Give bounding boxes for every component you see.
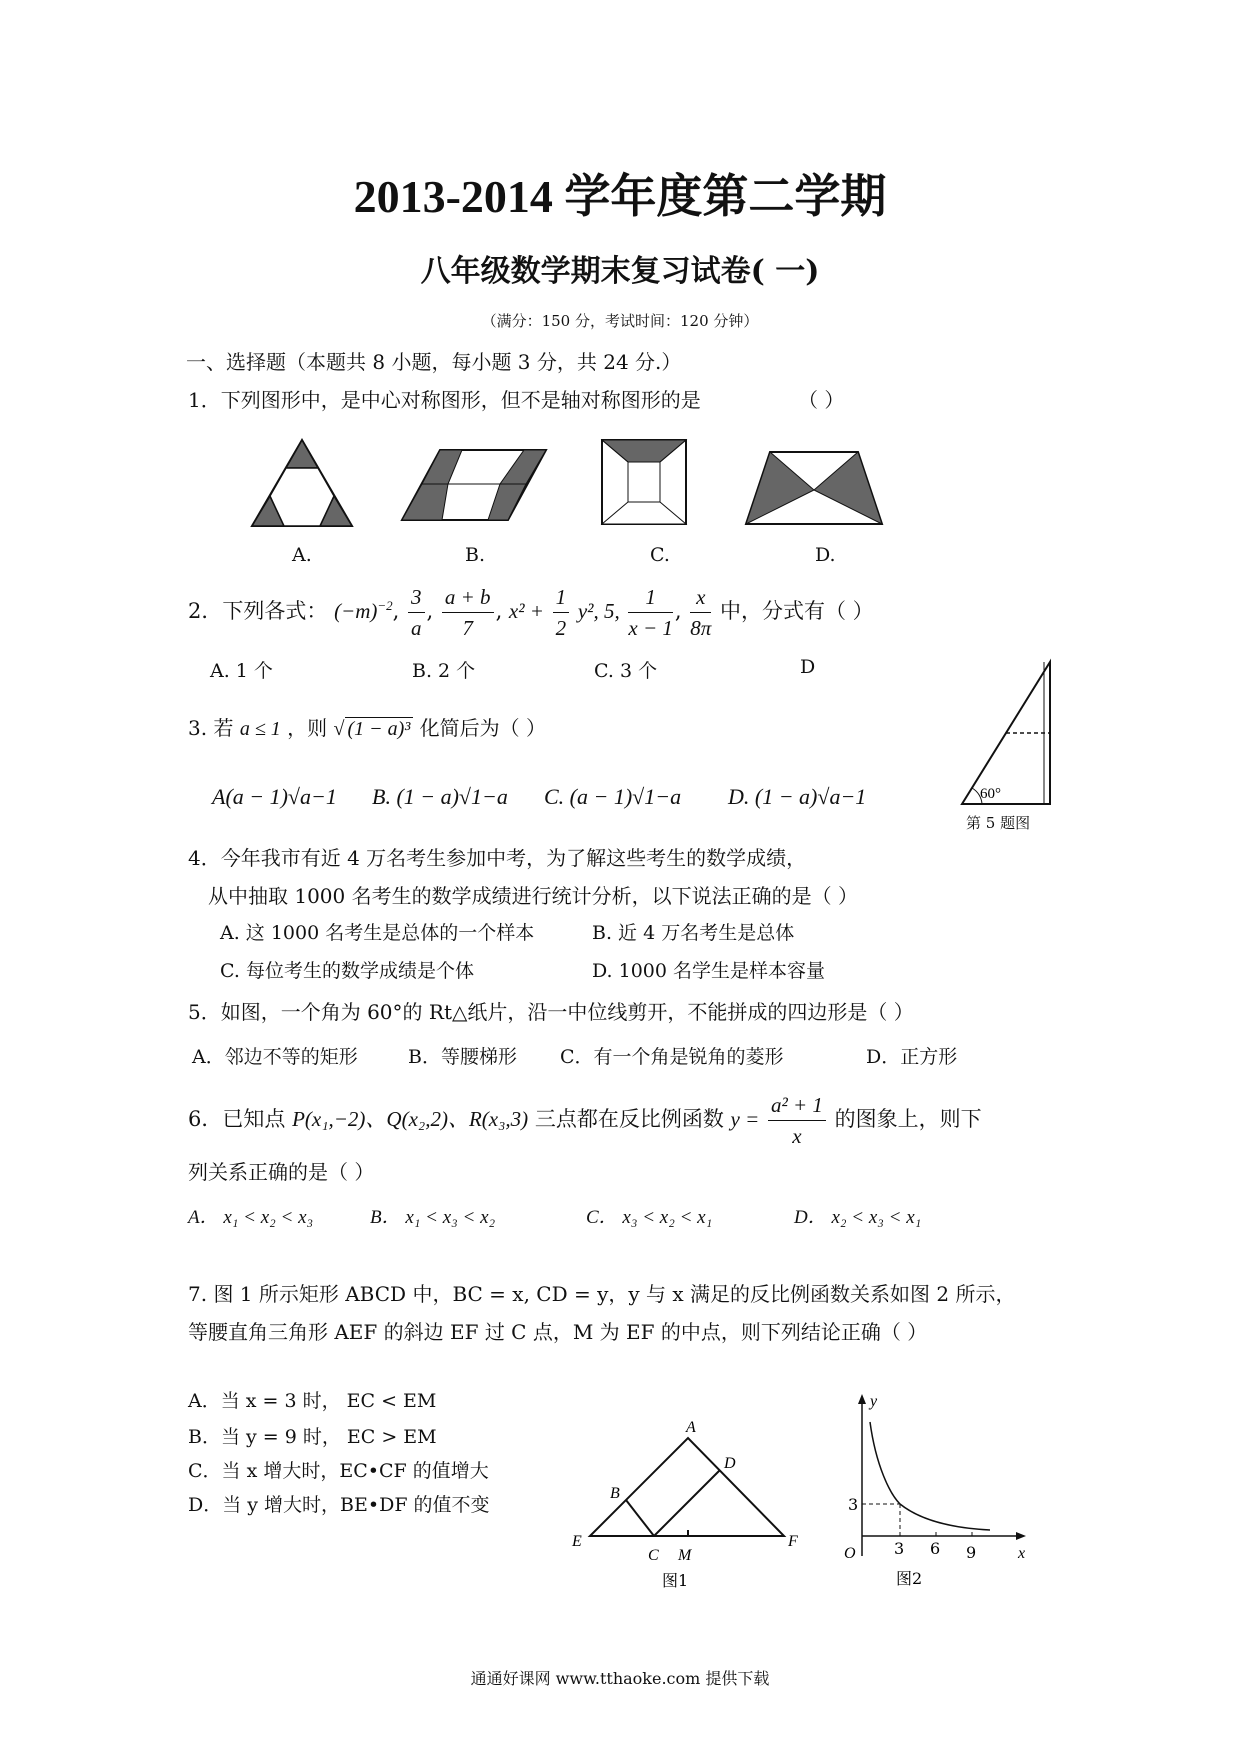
q1-label-d: D. [815,544,836,566]
q5-option-b: B．等腰梯形 [408,1046,517,1068]
q2-suffix: 中，分式有（ ） [719,599,874,623]
q4-option-b: B. 近 4 万名考生是总体 [592,922,795,944]
q7-line1: 7. 图 1 所示矩形 ABCD 中，BC = x, CD = y，y 与 x 满足的反比例函数关系如图 2 所示， [188,1282,1016,1306]
q6-option-d: D． x₂ < x₃ < x₁ [794,1207,922,1228]
fig1-label-e: E [572,1533,582,1550]
q2-frac-5: $\frac{x}{8\pi}$ [690,582,711,643]
q7-option-c: C．当 x 增大时，EC•CF 的值增大 [188,1460,489,1482]
q3-prefix: 3. 若 [188,716,234,740]
q7-line2: 等腰直角三角形 AEF 的斜边 EF 过 C 点，M 为 EF 的中点，则下列结论正确（ ） [188,1320,928,1344]
q1-figure-d [744,450,884,526]
q1-label-c: C. [650,544,670,566]
q6-points: P(x₁,−2)、Q(x₂,2)、R(x₃,3) [292,1107,529,1131]
q3-mid: ，则 [287,716,328,740]
q4-option-c: C. 每位考生的数学成绩是个体 [220,960,474,982]
q2-option-c: C. 3 个 [594,660,658,682]
q1-text: 1．下列图形中，是中心对称图形，但不是轴对称图形的是 [188,388,701,412]
section-heading: 一、选择题（本题共 8 小题，每小题 3 分，共 24 分.） [186,350,682,374]
q6-option-a: A． x₁ < x₂ < x₃ [188,1207,314,1228]
q6-option-b: B． x₁ < x₃ < x₂ [370,1207,496,1228]
q6-line1 [188,1090,982,1151]
q2-expression: 2．下列各式： $(-m)^{-2}$, $\frac{3}{a}$ , $\frac{a + b}{7}$ , x² + $\frac{1}{2}$ y², 5, $\frac{1}{x - 1}$ , $\frac{x}{8\pi}$ 中，分式有（ ） [188,582,874,643]
q5-text: 5．如图，一个角为 60°的 Rt△纸片，沿一中位线剪开，不能拼成的四边形是（ ） [188,1000,914,1024]
fig1-label-a: A [686,1419,696,1436]
q5-figure-caption: 第 5 题图 [966,814,1031,832]
q6-frac: $\frac{\text{a² + 1}}{x}$ [768,1090,826,1151]
q1-label-b: B. [465,544,486,566]
q2-option-b: B. 2 个 [412,660,476,682]
q6-line2: 列关系正确的是（ ） [188,1160,375,1184]
q2-e1: (−m) [334,599,378,623]
q3-text [188,712,546,741]
q6-func: y = [730,1107,760,1131]
q3-option-d: D. (1 − a)√a−1 [728,784,867,809]
q4-option-a: A. 这 1000 名考生是总体的一个样本 [220,922,535,944]
q2-option-a: A. 1 个 [210,660,273,682]
q7-figure-1 [570,1410,810,1600]
q2-option-d: D [800,656,816,678]
q6-mid: 三点都在反比例函数 [534,1107,724,1131]
page-subtitle: 八年级数学期末复习试卷( 一) [420,254,820,289]
q3-option-b: B. (1 − a)√1−a [372,784,508,809]
q3-radical: √ (1 − a)³ [334,717,414,740]
q7-option-b: B．当 y = 9 时， EC > EM [188,1426,437,1448]
q1-bracket: （ ） [798,388,845,412]
fig2-tick-9: 9 [966,1543,977,1562]
q5-option-a: A．邻边不等的矩形 [192,1046,358,1068]
exam-meta: （满分：150 分，考试时间：120 分钟） [481,312,759,330]
q1-figure-c [600,438,688,526]
q1-label-a: A. [292,544,312,566]
fig2-origin-label: O [844,1545,856,1562]
q6-prefix: 6．已知点 [188,1107,286,1131]
q5-triangle-figure [960,660,1060,810]
q5-angle-label: 60° [980,786,1001,802]
fig1-caption: 图1 [662,1571,689,1590]
fig1-label-c: C [648,1547,659,1564]
q2-frac-2: $\frac{a + b}{7}$ [442,582,494,643]
q1-figure-a [250,438,354,528]
q2-frac-1: $\frac{3}{a}$ [408,582,425,643]
q2-e1-sup: −2 [377,598,393,613]
page-footer: 通通好课网 www.tthaoke.com 提供下载 [470,1669,770,1688]
q3-condition: a ≤ 1 [239,718,281,740]
fig1-label-d: D [724,1455,736,1472]
page-title: 2013-2014 学年度第二学期 [353,171,887,222]
q1-figure-b [400,448,548,522]
q2-frac-4: $\frac{1}{x - 1}$ [628,582,673,643]
q3-option-a: A(a − 1)√a−1 [212,784,337,809]
fig2-x-axis-label: x [1018,1545,1026,1562]
q4-line2: 从中抽取 1000 名考生的数学成绩进行统计分析，以下说法正确的是（ ） [208,884,858,908]
q7-option-a: A．当 x = 3 时， EC < EM [188,1390,437,1412]
q7-figure-2 [820,1386,1040,1596]
q6-option-c: C． x₃ < x₂ < x₁ [586,1207,713,1228]
fig2-caption: 图2 [896,1569,923,1588]
fig1-label-f: F [788,1533,798,1550]
q5-option-c: C．有一个角是锐角的菱形 [560,1046,784,1068]
q5-option-d: D．正方形 [866,1046,958,1068]
fig2-tick-6: 6 [930,1539,941,1558]
q2-e4: y², 5, [577,599,620,623]
q2-e3: x² + [508,599,544,623]
fig2-tick-3: 3 [894,1539,905,1558]
fig1-label-b: B [610,1485,620,1502]
q3-option-c: C. (a − 1)√1−a [544,784,682,809]
q2-frac-3: $\frac{1}{2}$ [553,582,570,643]
q4-option-d: D. 1000 名学生是样本容量 [592,960,826,982]
fig2-y-axis-label: y [870,1393,878,1410]
q2-prefix: 2．下列各式： [188,599,328,623]
q6-suffix: 的图象上，则下 [834,1107,982,1131]
fig2-y-tick-3: 3 [848,1495,859,1514]
q7-option-d: D．当 y 增大时，BE•DF 的值不变 [188,1494,490,1516]
q4-line1: 4．今年我市有近 4 万名考生参加中考，为了解这些考生的数学成绩， [188,846,807,870]
q3-suffix: 化简后为（ ） [419,716,547,740]
fig1-label-m: M [678,1547,692,1564]
